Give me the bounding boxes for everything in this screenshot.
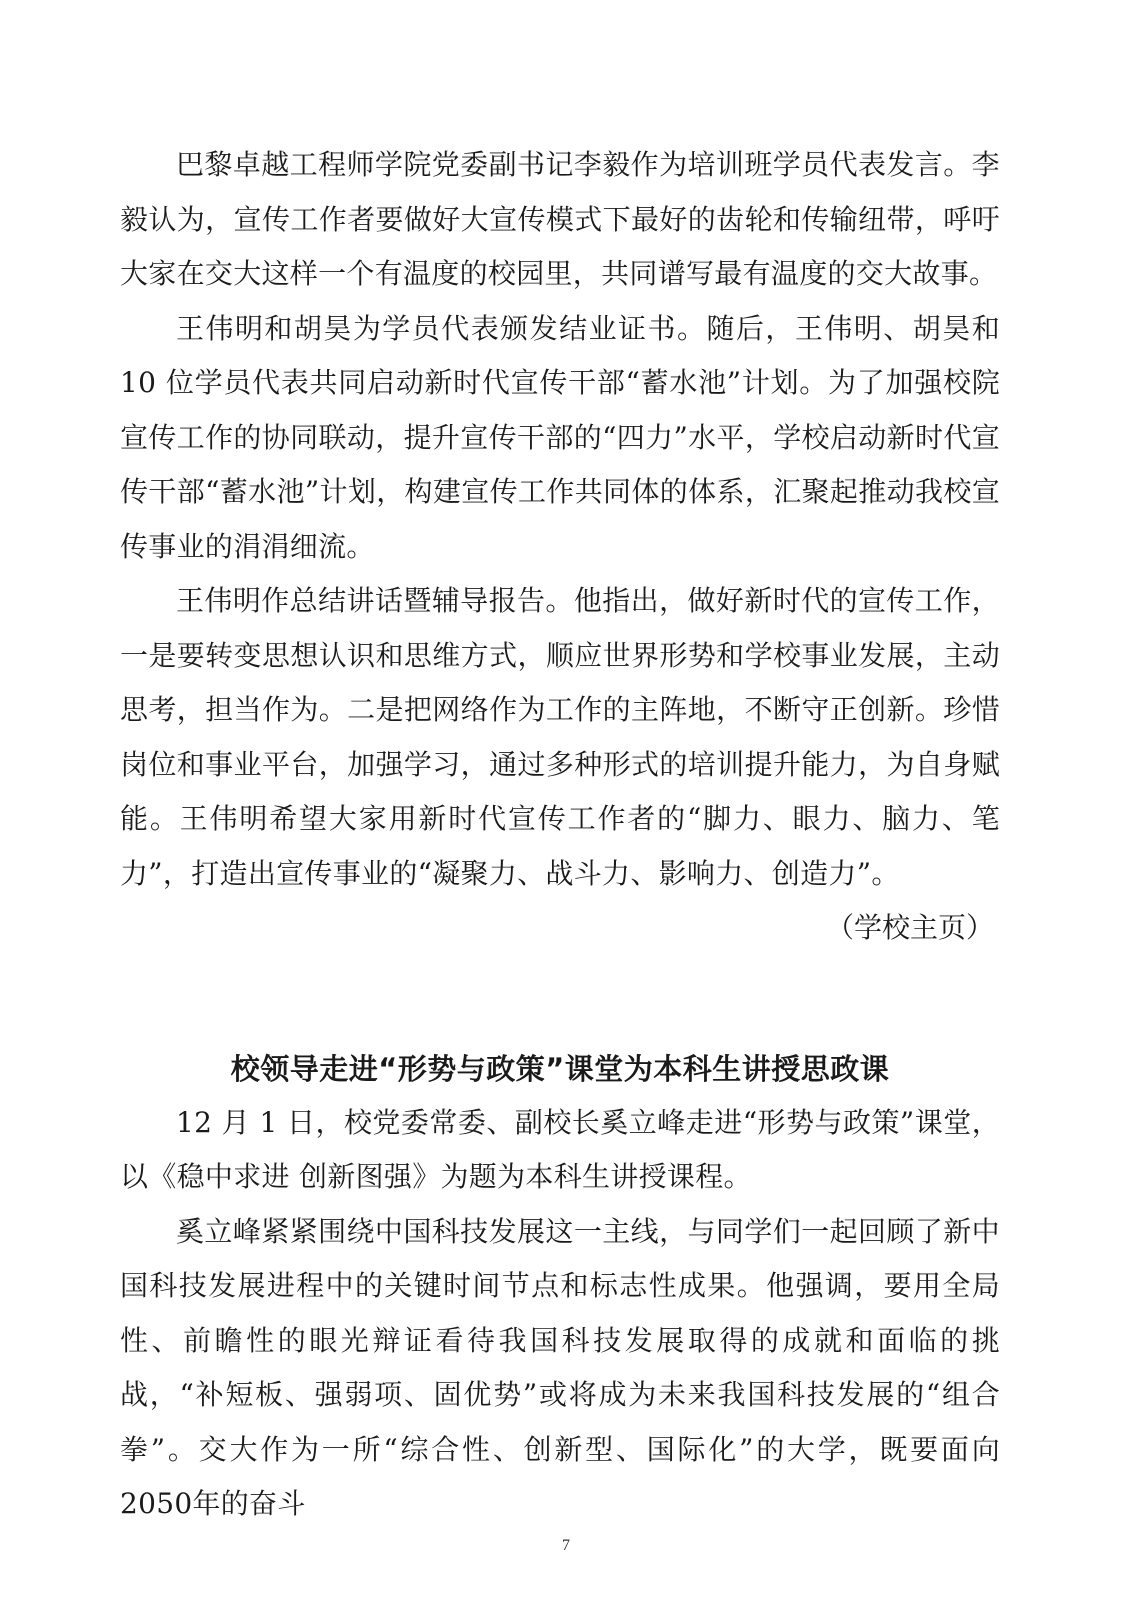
article2-paragraph-1: 12 月 1 日，校党委常委、副校长奚立峰走进“形势与政策”课堂，以《稳中求进 创新图强》为题为本科生讲授课程。 <box>120 1105 1000 1193</box>
article1-paragraph-1: 巴黎卓越工程师学院党委副书记李毅作为培训班学员代表发言。李毅认为，宣传工作者要做好大宣传模式下最好的齿轮和传输纽带，呼吁大家在交大这样一个有温度的校园里，共同谱写最有温度的交大故事。 <box>120 148 1000 290</box>
article1-paragraph-3: 王伟明作总结讲话暨辅导报告。他指出，做好新时代的宣传工作，一是要转变思想认识和思维方式，顺应世界形势和学校事业发展，主动思考，担当作为。二是把网络作为工作的主阵地，不断守正创新。珍惜岗位和事业平台，加强学习，通过多种形式的培训提升能力，为自身赋能。王伟明希望大家用新时代宣传工作者的“脚力、眼力、脑力、笔力”，打造出宣传事业的“凝聚力、战斗力、影响力、创造力”。 <box>120 584 1000 890</box>
article1-source: （学校主页） <box>825 911 994 944</box>
page-number: 7 <box>562 1537 570 1554</box>
page-content <box>120 138 1000 1532</box>
article2-paragraph-2: 奚立峰紧紧围绕中国科技发展这一主线，与同学们一起回顾了新中国科技发展进程中的关键时间节点和标志性成果。他强调，要用全局性、前瞻性的眼光辩证看待我国科技发展取得的成就和面临的挑战，“补短板、强弱项、固优势”或将成为未来我国科技发展的“组合拳”。交大作为一所“综合性、创新型、国际化”的大学，既要面向2050年的奋斗 <box>120 1214 1000 1520</box>
section-spacer <box>120 956 1000 1042</box>
article1-paragraph-2: 王伟明和胡昊为学员代表颁发结业证书。随后，王伟明、胡昊和 10 位学员代表共同启动新时代宣传干部“蓄水池”计划。为了加强校院宣传工作的协同联动，提升宣传干部的“四力”水平，学校启动新时代宣传干部“蓄水池”计划，构建宣传工作共同体的体系，汇聚起推动我校宣传事业的涓涓细流。 <box>120 311 1000 563</box>
article2-title: 校领导走进“形势与政策”课堂为本科生讲授思政课 <box>230 1051 890 1086</box>
